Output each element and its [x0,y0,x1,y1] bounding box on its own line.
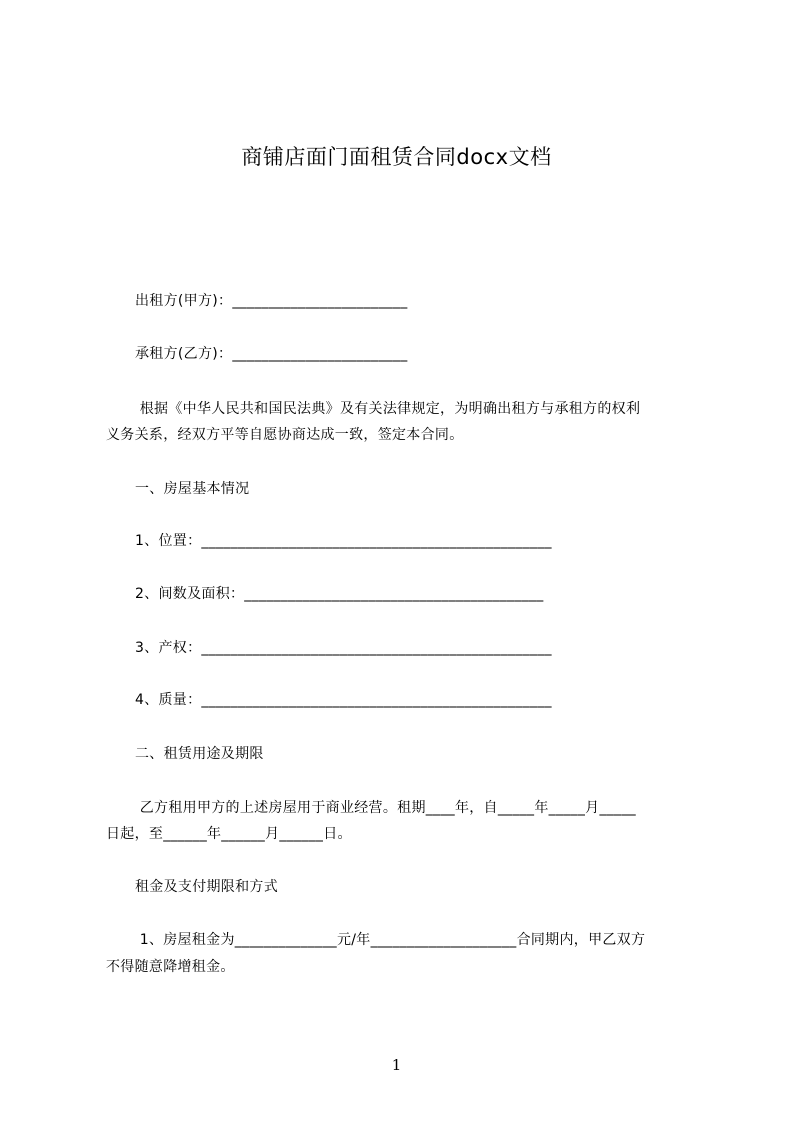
lessor-line: 出租方(甲方)：________________________ [135,293,408,309]
rent-paragraph-line-1: 1、房屋租金为______________元/年____________________合同期内，甲乙双方 [135,932,646,948]
item-location: 1、位置：________________________________________________ [135,533,552,549]
document-title: 商铺店面门面租赁合同docx文档 [241,145,552,169]
intro-paragraph-line-2: 义务关系，经双方平等自愿协商达成一致，签定本合同。 [106,427,464,443]
intro-paragraph-line-1: 根据《中华人民共和国民法典》及有关法律规定，为明确出租方与承租方的权利 [135,401,641,417]
page-number: 1 [391,1056,402,1074]
item-quality: 4、质量：________________________________________________ [135,692,552,708]
usage-paragraph-line-1: 乙方租用甲方的上述房屋用于商业经营。租期____年，自_____年_____月_____ [135,800,636,816]
lessee-line: 承租方(乙方)：________________________ [135,346,408,362]
item-rooms-area: 2、间数及面积：_________________________________________ [135,586,544,602]
section-heading-rent: 租金及支付期限和方式 [135,879,278,895]
item-ownership: 3、产权：________________________________________________ [135,640,552,656]
usage-paragraph-line-2: 日起，至______年______月______日。 [106,826,352,842]
section-heading-usage: 二、租赁用途及期限 [135,746,264,762]
rent-paragraph-line-2: 不得随意降增租金。 [106,959,235,975]
section-heading-property: 一、房屋基本情况 [135,481,250,497]
